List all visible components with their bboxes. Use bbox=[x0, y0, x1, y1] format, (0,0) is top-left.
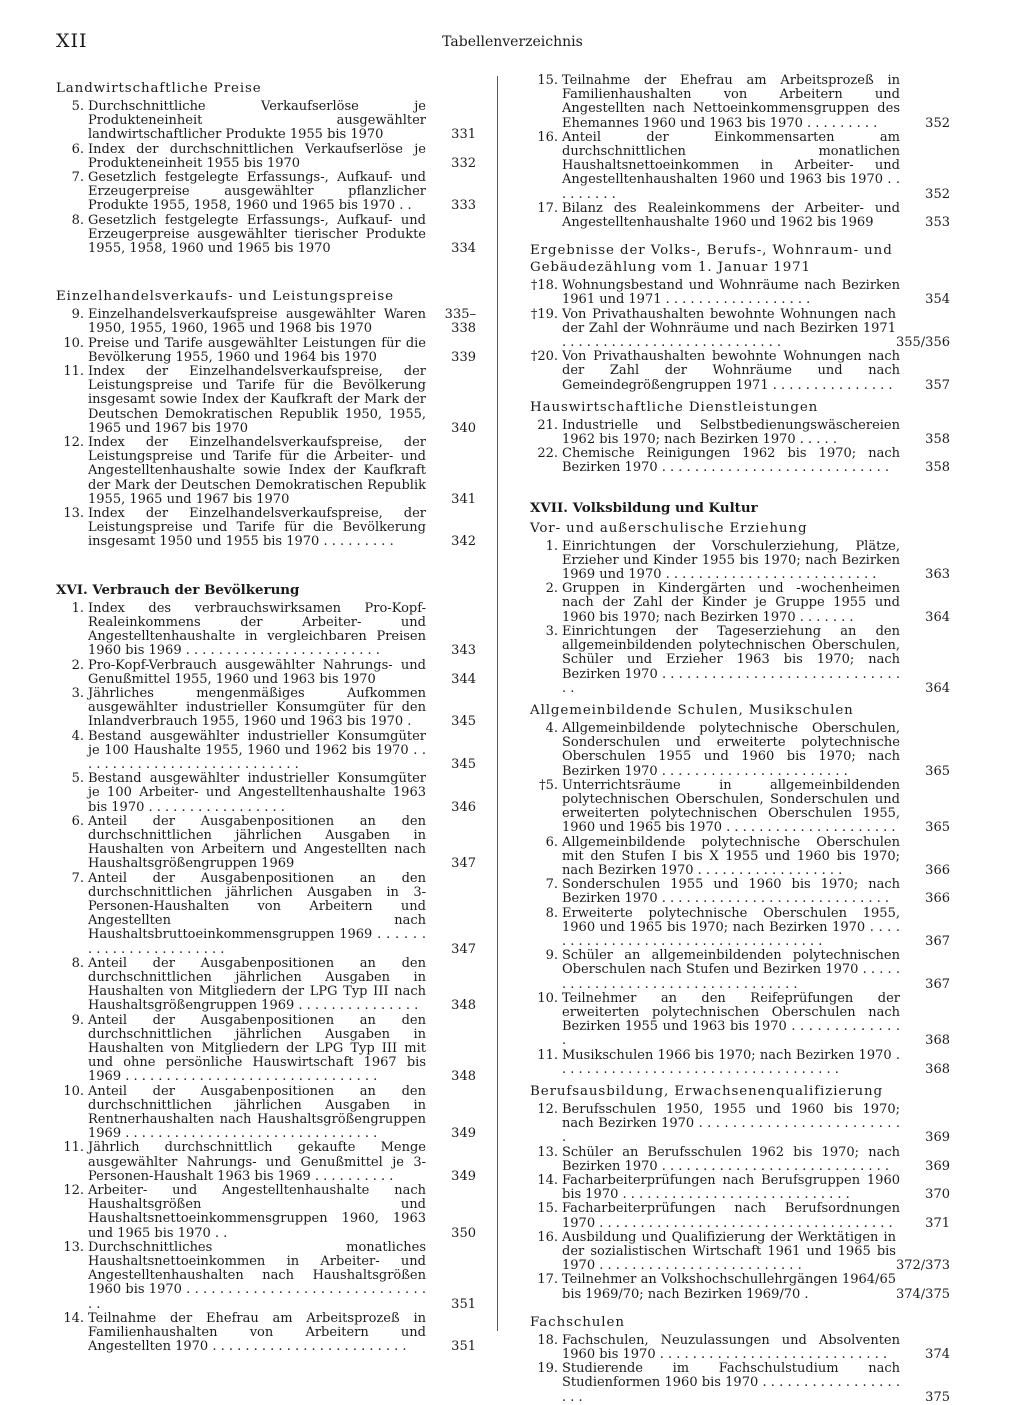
entry-title: Ausbildung und Qualifizierung der Werktätigen in der sozialistischen Wirtschaft 1961 und 1965 bis 1970 . . . . . . . . . . . . . . . . . . . . . . . . . bbox=[562, 1229, 896, 1274]
toc-entry[interactable] bbox=[530, 1334, 950, 1362]
toc-entry[interactable] bbox=[56, 143, 476, 171]
toc-entry[interactable] bbox=[56, 436, 476, 507]
running-title: Tabellenverzeichnis bbox=[442, 34, 583, 50]
entry-title: Studierende im Fachschulstudium nach Studienformen 1960 bis 1970 . . . . . . . . . . . . . . . . . . . . bbox=[562, 1361, 900, 1405]
entry-page: 369 bbox=[925, 1130, 950, 1146]
entry-number: 7. bbox=[71, 870, 84, 886]
entry-page: 364 bbox=[925, 609, 950, 625]
entry-number: 16. bbox=[537, 129, 558, 145]
toc-entry[interactable] bbox=[56, 730, 476, 773]
toc-entry[interactable] bbox=[530, 1174, 950, 1202]
entry-page: 358 bbox=[925, 460, 950, 476]
entry-title: Einzelhandelsverkaufspreise ausgewählter Waren 1950, 1955, 1960, 1965 und 1968 bis 1970 bbox=[88, 307, 426, 337]
entry-title: Gesetzlich festgelegte Erfassungs-, Aufkauf- und Erzeugerpreise ausgewählter tierischer Produkte 1955, 1958, 1960 und 1965 bis 1970 bbox=[88, 212, 426, 257]
toc-entry[interactable] bbox=[530, 1103, 950, 1146]
entry-number: 2. bbox=[71, 657, 84, 673]
toc-entry[interactable] bbox=[56, 1184, 476, 1241]
entry-number: †18. bbox=[530, 278, 558, 294]
entry-number: 2. bbox=[545, 581, 558, 597]
section-spacer bbox=[530, 1302, 950, 1314]
toc-entry[interactable] bbox=[56, 365, 476, 436]
entry-number: 1. bbox=[71, 600, 84, 616]
entry-page: 372/373 bbox=[895, 1258, 950, 1274]
entry-title: Anteil der Ausgabenpositionen an den durchschnittlichen jährlichen Ausgaben in Rentnerhaushalten nach Haushaltsgrößengruppen 1969 . . . . . . . . . . . . . . . . . . . . . . . . . . . . . . . bbox=[88, 1083, 426, 1142]
entry-number: 19. bbox=[537, 1361, 558, 1377]
entry-page: 352 bbox=[925, 186, 950, 202]
entry-page: 367 bbox=[925, 933, 950, 949]
entry-title: Teilnahme der Ehefrau am Arbeitsprozeß in Familienhaushalten von Arbeitern und Angestellten 1970 . . . . . . . . . . . . . . . . . . . . . . . . bbox=[88, 1310, 426, 1355]
entry-number: †20. bbox=[530, 349, 558, 365]
toc-entry[interactable] bbox=[56, 872, 476, 957]
section-heading: Hauswirtschaftliche Dienstleistungen bbox=[530, 399, 819, 415]
entry-number: 4. bbox=[545, 720, 558, 736]
entry-number: 16. bbox=[537, 1229, 558, 1245]
section-heading: Ergebnisse der Volks-, Berufs-, Wohnraum- und Gebäudezählung vom 1. Januar 1971 bbox=[530, 243, 893, 276]
entry-page: 357 bbox=[925, 377, 950, 393]
entry-number: 15. bbox=[537, 1201, 558, 1217]
toc-entry[interactable] bbox=[530, 202, 950, 230]
entry-page: 369 bbox=[925, 1158, 950, 1174]
entry-number: 7. bbox=[545, 877, 558, 893]
entry-page: 347 bbox=[451, 941, 476, 957]
entry-page: 353 bbox=[925, 215, 950, 231]
entry-title: Fachschulen, Neuzulassungen und Absolventen 1960 bis 1970 . . . . . . . . . . . . . . . . . . . . . . . . . . . . bbox=[562, 1332, 900, 1363]
entry-number: †5. bbox=[539, 777, 558, 793]
section-heading: Einzelhandelsverkaufs- und Leistungspreise bbox=[56, 289, 394, 305]
entry-title: Durchschnittliches monatliches Haushaltsnettoeinkommen in Arbeiter- und Angestelltenhaushalten nach Haushaltsgrößen 1960 bis 1970 . . . . . . . . . . . . . . . . . . . . . . . . . . . . . . . bbox=[88, 1239, 426, 1312]
toc-entry[interactable] bbox=[56, 957, 476, 1014]
toc-entry[interactable] bbox=[530, 1049, 950, 1077]
entry-page: 352 bbox=[925, 115, 950, 131]
entry-title: Durchschnittliche Verkaufserlöse je Produkteneinheit ausgewählter landwirtschaftlicher Produkte 1955 bis 1970 bbox=[88, 99, 426, 143]
entry-title: Bestand ausgewählter industrieller Konsumgüter je 100 Arbeiter- und Angestelltenhaushalte 1963 bis 1970 . . . . . . . . . . . . . . . . . bbox=[88, 771, 426, 815]
entry-title: Index der Einzelhandelsverkaufspreise, der Leistungspreise und Tarife für die Bevölkerung insgesamt sowie Index der Kaufkraft der Mark der Deutschen Demokratischen Republik 1950, 1955, 1965 und 1967 bis 1970 bbox=[88, 364, 426, 436]
entry-title: Allgemeinbildende polytechnische Oberschulen, Sonderschulen und erweiterte polytechnische Oberschulen 1955 und 1960 bis 1970; nach Bezirken 1970 . . . . . . . . . . . . . . . . . . . . . . . bbox=[562, 720, 900, 779]
entry-number: 3. bbox=[545, 623, 558, 639]
entry-page: 364 bbox=[925, 680, 950, 696]
entry-number: 1. bbox=[545, 538, 558, 554]
toc-entry[interactable] bbox=[56, 171, 476, 214]
entry-title: Preise und Tarife ausgewählter Leistungen für die Bevölkerung 1955, 1960 und 1964 bis 1970 bbox=[88, 335, 426, 365]
section-heading: XVI. Verbrauch der Bevölkerung bbox=[56, 581, 300, 598]
entry-title: Gruppen in Kindergärten und -wochenheimen nach der Zahl der Kinder je Gruppe 1955 und 1960 bis 1970; nach Bezirken 1970 . . . . . . . bbox=[562, 581, 900, 625]
toc-entry[interactable] bbox=[530, 582, 950, 625]
entry-title: Index der Einzelhandelsverkaufspreise, der Leistungspreise und Tarife für die Arbeiter- und Angestelltenhaushalte sowie Index der Kaufkraft der Mark der Deutschen Demokratischen Republik 1955, 1965 und 1967 bis 1970 bbox=[88, 435, 426, 507]
toc-entry[interactable] bbox=[56, 1312, 476, 1355]
entry-number: 6. bbox=[71, 141, 84, 157]
entry-title: Von Privathaushalten bewohnte Wohnungen nach der Zahl der Wohnräume und nach Bezirken 1971 . . . . . . . . . . . . . . . . . . . . . . . . . . . bbox=[562, 306, 896, 351]
entry-number: 5. bbox=[71, 99, 84, 114]
entry-number: 12. bbox=[63, 435, 84, 451]
entry-number: 8. bbox=[71, 212, 84, 228]
section-heading: Landwirtschaftliche Preise bbox=[56, 81, 262, 96]
entry-page: 351 bbox=[451, 1296, 476, 1312]
entry-page: 349 bbox=[451, 1168, 476, 1184]
entry-number: 17. bbox=[537, 200, 558, 216]
entry-page: 370 bbox=[925, 1187, 950, 1203]
entry-page: 343 bbox=[451, 643, 476, 659]
entry-page: 350 bbox=[451, 1225, 476, 1241]
toc-entry[interactable] bbox=[530, 779, 950, 836]
section-spacer bbox=[56, 550, 476, 582]
entry-page: 346 bbox=[451, 799, 476, 815]
entry-title: Index des verbrauchswirksamen Pro-Kopf-Realeinkommens der Arbeiter- und Angestelltenhaushalte in vergleichbaren Preisen 1960 bis 1969 . . . . . . . . . . . . . . . . . . . . . . . . bbox=[88, 600, 426, 659]
toc-entry[interactable] bbox=[530, 540, 950, 583]
toc-entry[interactable] bbox=[530, 1362, 950, 1405]
toc-entry[interactable] bbox=[530, 992, 950, 1049]
entry-title: Wohnungsbestand und Wohnräume nach Bezirken 1961 und 1971 . . . . . . . . . . . . . . . . . . bbox=[562, 278, 900, 308]
toc-entry[interactable] bbox=[56, 1141, 476, 1184]
entry-page: 351 bbox=[451, 1339, 476, 1355]
entry-number: 21. bbox=[537, 417, 558, 433]
toc-entry[interactable] bbox=[530, 625, 950, 696]
entry-title: Schüler an allgemeinbildenden polytechnischen Oberschulen nach Stufen und Bezirken 1970 . . . . . . . . . . . . . . . . . . . . . . . . . . . . . . . . . . bbox=[562, 948, 900, 992]
toc-entry[interactable] bbox=[530, 1146, 950, 1174]
entry-page: 341 bbox=[451, 491, 476, 507]
toc-entry[interactable] bbox=[56, 687, 476, 730]
entry-number: 13. bbox=[63, 1239, 84, 1255]
section-heading: XVII. Volksbildung und Kultur bbox=[530, 499, 758, 516]
entry-page: 354 bbox=[925, 292, 950, 308]
entry-number: 9. bbox=[71, 307, 84, 323]
entry-page: 365 bbox=[925, 763, 950, 779]
entry-page: 363 bbox=[925, 567, 950, 583]
entry-title: Industrielle und Selbstbedienungswäschereien 1962 bis 1970; nach Bezirken 1970 . . . . . bbox=[562, 417, 900, 448]
toc-entry[interactable] bbox=[530, 1202, 950, 1230]
entry-title: Schüler an Berufsschulen 1962 bis 1970; nach Bezirken 1970 . . . . . . . . . . . . . . . . . . . . . . . . . . . . bbox=[562, 1144, 900, 1174]
toc-entry[interactable] bbox=[56, 507, 476, 550]
entry-page: 331 bbox=[451, 127, 476, 143]
page-number: XII bbox=[56, 30, 88, 52]
entry-title: Teilnehmer an Volkshochschullehrgängen 1964/65 bis 1969/70; nach Bezirken 1969/70 . bbox=[562, 1272, 896, 1302]
entry-title: Anteil der Ausgabenpositionen an den durchschnittlichen jährlichen Ausgaben in Haushalten von Mitgliedern der LPG Typ III nach Haushaltsgrößengruppen 1969 . . . . . . . . . . . . . . . bbox=[88, 955, 426, 1014]
entry-number: 10. bbox=[63, 335, 84, 351]
entry-page: 367 bbox=[925, 976, 950, 992]
toc-entry[interactable] bbox=[530, 1231, 950, 1274]
entry-page: 368 bbox=[925, 1061, 950, 1077]
entry-number: 12. bbox=[63, 1183, 84, 1199]
toc-entry[interactable] bbox=[530, 131, 950, 202]
toc-entry[interactable] bbox=[530, 74, 950, 131]
entry-title: Unterrichtsräume in allgemeinbildenden polytechnischen Oberschulen, Sonderschulen und erweiterten polytechnischen Oberschulen 1955, 1960 und 1965 bis 1970 . . . . . . . . . . . . . . . . . . . . . bbox=[562, 777, 900, 836]
entry-page: 355/356 bbox=[895, 335, 950, 351]
entry-page: 365 bbox=[925, 820, 950, 836]
toc-entry[interactable] bbox=[530, 878, 950, 906]
entry-title: Teilnehmer an den Reifeprüfungen der erweiterten polytechnischen Oberschulen nach Bezirken 1955 und 1963 bis 1970 . . . . . . . . . . . . . . bbox=[562, 990, 900, 1049]
entry-page: 335–338 bbox=[444, 307, 476, 337]
toc-entry[interactable] bbox=[56, 1014, 476, 1085]
entry-title: Index der durchschnittlichen Verkaufserlöse je Produkteneinheit 1955 bis 1970 bbox=[88, 141, 426, 171]
entry-number: 13. bbox=[537, 1144, 558, 1160]
toc-entry[interactable] bbox=[56, 337, 476, 365]
toc-entry[interactable] bbox=[530, 722, 950, 779]
entry-page: 339 bbox=[451, 349, 476, 365]
entry-number: 4. bbox=[71, 728, 84, 744]
toc-entry[interactable] bbox=[56, 659, 476, 687]
entry-page: 366 bbox=[925, 862, 950, 878]
entry-page: 334 bbox=[451, 241, 476, 257]
entry-title: Einrichtungen der Tageserziehung an den allgemeinbildenden polytechnischen Oberschulen, Schüler und Erzieher 1963 bis 1970; nach Bezirken 1970 . . . . . . . . . . . . . . . . . . . . . . . . . . . . . . . bbox=[562, 623, 900, 696]
toc-entry[interactable] bbox=[530, 836, 950, 879]
entry-page: 342 bbox=[451, 534, 476, 550]
entry-number: 9. bbox=[71, 1012, 84, 1028]
entry-title: Facharbeiterprüfungen nach Berufsgruppen 1960 bis 1970 . . . . . . . . . . . . . . . . . . . . . . . . . . . . bbox=[562, 1173, 900, 1203]
entry-page: 348 bbox=[451, 998, 476, 1014]
entry-page: 366 bbox=[925, 891, 950, 907]
entry-title: Anteil der Ausgabenpositionen an den durchschnittlichen jährlichen Ausgaben in Haushalten von Mitgliedern der LPG Typ III mit und ohne persönliche Hauswirtschaft 1967 bis 1969 . . . . . . . . . . . . . . . . . . . . . . . . . . . . . . . bbox=[88, 1012, 426, 1085]
entry-title: Jährliches mengenmäßiges Aufkommen ausgewählter industrieller Konsumgüter für den Inlandverbrauch 1955, 1960 und 1963 bis 1970 . bbox=[88, 685, 426, 730]
section-spacer bbox=[530, 476, 950, 500]
entry-number: 15. bbox=[537, 73, 558, 88]
entry-page: 332 bbox=[451, 155, 476, 171]
entry-number: 5. bbox=[71, 771, 84, 787]
entry-number: 7. bbox=[71, 170, 84, 186]
toc-entry[interactable] bbox=[56, 1241, 476, 1312]
toc-entry[interactable] bbox=[56, 602, 476, 659]
entry-title: Anteil der Ausgabenpositionen an den durchschnittlichen jährlichen Ausgaben in Haushalten von Arbeitern und Angestellten nach Haushaltsgrößengruppen 1969 bbox=[88, 813, 426, 872]
toc-entry[interactable] bbox=[56, 308, 476, 336]
section-heading: Berufsausbildung, Erwachsenenqualifizierung bbox=[530, 1083, 884, 1099]
toc-entry[interactable] bbox=[530, 907, 950, 950]
entry-number: 14. bbox=[63, 1310, 84, 1326]
entry-number: 10. bbox=[63, 1083, 84, 1099]
entry-number: 11. bbox=[63, 364, 84, 380]
section-heading: Vor- und außerschulische Erziehung bbox=[530, 520, 808, 536]
entry-page: 348 bbox=[451, 1069, 476, 1085]
entry-title: Anteil der Einkommensarten am durchschnittlichen monatlichen Haushaltsnettoeinkommen in Arbeiter- und Angestelltenhaushalten 1960 und 1963 bis 1970 . . . . . . . . . bbox=[562, 129, 900, 202]
entry-page: 375 bbox=[925, 1389, 950, 1405]
entry-number: 3. bbox=[71, 685, 84, 701]
entry-title: Anteil der Ausgabenpositionen an den durchschnittlichen jährlichen Ausgaben in 3-Personen-Haushalten von Arbeitern und Angestellten nach Haushaltsbruttoeinkommensgruppen 1969 . . . . . . . . . . . . . . . . . . . . . . . bbox=[88, 870, 426, 957]
entry-title: Arbeiter- und Angestelltenhaushalte nach Haushaltsgrößen und Haushaltsnettoeinkommensgruppen 1960, 1963 und 1965 bis 1970 . . bbox=[88, 1183, 426, 1241]
entry-page: 374/375 bbox=[895, 1286, 950, 1302]
toc-entry[interactable] bbox=[530, 447, 950, 475]
toc-entry[interactable] bbox=[56, 815, 476, 872]
entry-title: Jährlich durchschnittlich gekaufte Menge ausgewählter Nahrungs- und Genußmittel je 3-Personen-Haushalt 1963 bis 1969 . . . . . . . . . . bbox=[88, 1140, 426, 1184]
entry-title: Von Privathaushalten bewohnte Wohnungen nach der Zahl der Wohnräume und nach Gemeindegrößengruppen 1971 . . . . . . . . . . . . . . . bbox=[562, 349, 900, 393]
page-header bbox=[56, 30, 969, 54]
entry-number: 6. bbox=[545, 834, 558, 850]
toc-entry[interactable] bbox=[530, 1273, 950, 1301]
entry-page: 368 bbox=[925, 1033, 950, 1049]
entry-page: 371 bbox=[925, 1215, 950, 1231]
column-divider bbox=[497, 76, 498, 1331]
section-heading: Allgemeinbildende Schulen, Musikschulen bbox=[530, 702, 854, 718]
toc-entry[interactable] bbox=[530, 350, 950, 393]
entry-number: 17. bbox=[537, 1272, 558, 1288]
entry-title: Sonderschulen 1955 und 1960 bis 1970; nach Bezirken 1970 . . . . . . . . . . . . . . . . . . . . . . . . . . . . bbox=[562, 877, 900, 907]
toc-entry[interactable] bbox=[56, 214, 476, 257]
entry-title: Erweiterte polytechnische Oberschulen 1955, 1960 und 1965 bis 1970; nach Bezirken 1970 . . . . . . . . . . . . . . . . . . . . . . . . . . . . . . . . . . . . bbox=[562, 905, 900, 949]
toc-entry[interactable] bbox=[56, 1085, 476, 1142]
entry-number: 22. bbox=[537, 446, 558, 462]
entry-number: 12. bbox=[537, 1101, 558, 1117]
entry-number: 8. bbox=[545, 905, 558, 921]
entry-title: Bestand ausgewählter industrieller Konsumgüter je 100 Haushalte 1955, 1960 und 1962 bis 1970 . . . . . . . . . . . . . . . . . . . . . . . . . . . . bbox=[88, 728, 426, 772]
entry-number: 9. bbox=[545, 948, 558, 964]
entry-title: Index der Einzelhandelsverkaufspreise, der Leistungspreise und Tarife für die Bevölkerung insgesamt 1950 und 1955 bis 1970 . . . . . . . . . bbox=[88, 506, 426, 550]
entry-number: 11. bbox=[63, 1140, 84, 1156]
entry-number: †19. bbox=[530, 306, 558, 322]
entry-title: Chemische Reinigungen 1962 bis 1970; nach Bezirken 1970 . . . . . . . . . . . . . . . . . . . . . . . . . . . . bbox=[562, 446, 900, 476]
section-heading: Fachschulen bbox=[530, 1314, 625, 1330]
entry-title: Teilnahme der Ehefrau am Arbeitsprozeß in Familienhaushalten von Arbeitern und Angestellten nach Nettoeinkommensgruppen des Ehemannes 1960 und 1963 bis 1970 . . . . . . . . . bbox=[562, 73, 900, 131]
entry-page: 344 bbox=[451, 671, 476, 687]
entry-page: 347 bbox=[451, 856, 476, 872]
entry-page: 374 bbox=[925, 1347, 950, 1363]
toc-entry[interactable] bbox=[530, 419, 950, 447]
entry-number: 8. bbox=[71, 955, 84, 971]
entry-number: 11. bbox=[537, 1047, 558, 1063]
entry-number: 13. bbox=[63, 506, 84, 522]
entry-page: 340 bbox=[451, 420, 476, 436]
entry-number: 6. bbox=[71, 813, 84, 829]
entry-number: 18. bbox=[537, 1332, 558, 1348]
toc-entry[interactable] bbox=[56, 100, 476, 143]
entry-title: Pro-Kopf-Verbrauch ausgewählter Nahrungs- und Genußmittel 1955, 1960 und 1963 bis 1970 bbox=[88, 657, 426, 687]
entry-number: 10. bbox=[537, 990, 558, 1006]
entry-title: Gesetzlich festgelegte Erfassungs-, Aufkauf- und Erzeugerpreise ausgewählter pflanzlicher Produkte 1955, 1958, 1960 und 1965 bis 1970 . . bbox=[88, 170, 426, 214]
right-column bbox=[530, 74, 950, 1405]
entry-title: Einrichtungen der Vorschulerziehung, Plätze, Erzieher und Kinder 1955 bis 1970; nach Bezirken 1969 und 1970 . . . . . . . . . . . . . . . . . . . . . . . . . . bbox=[562, 538, 900, 583]
entry-page: 345 bbox=[451, 756, 476, 772]
toc-entry[interactable] bbox=[530, 308, 950, 351]
entry-title: Facharbeiterprüfungen nach Berufsordnungen 1970 . . . . . . . . . . . . . . . . . . . . . . . . . . . . . . . . . . . . bbox=[562, 1201, 900, 1231]
entry-number: 14. bbox=[537, 1173, 558, 1188]
entry-title: Bilanz des Realeinkommens der Arbeiter- und Angestelltenhaushalte 1960 und 1962 bis 1969 bbox=[562, 200, 900, 231]
entry-page: 345 bbox=[451, 714, 476, 730]
entry-title: Berufsschulen 1950, 1955 und 1960 bis 1970; nach Bezirken 1970 . . . . . . . . . . . . . . . . . . . . . . . . . bbox=[562, 1101, 900, 1146]
toc-entry[interactable] bbox=[530, 949, 950, 992]
entry-title: Allgemeinbildende polytechnische Oberschulen mit den Stufen I bis X 1955 und 1960 bis 1970; nach Bezirken 1970 . . . . . . . . . . . . . . . . . . bbox=[562, 834, 900, 878]
entry-page: 349 bbox=[451, 1126, 476, 1142]
section-spacer bbox=[56, 256, 476, 288]
toc-entry[interactable] bbox=[530, 279, 950, 307]
toc-entry[interactable] bbox=[56, 772, 476, 815]
entry-title: Musikschulen 1966 bis 1970; nach Bezirken 1970 . . . . . . . . . . . . . . . . . . . . . . . . . . . . . . . . . . . bbox=[562, 1047, 900, 1077]
entry-page: 358 bbox=[925, 432, 950, 448]
left-column bbox=[56, 74, 476, 1354]
entry-page: 333 bbox=[451, 198, 476, 214]
section-spacer bbox=[530, 230, 950, 242]
